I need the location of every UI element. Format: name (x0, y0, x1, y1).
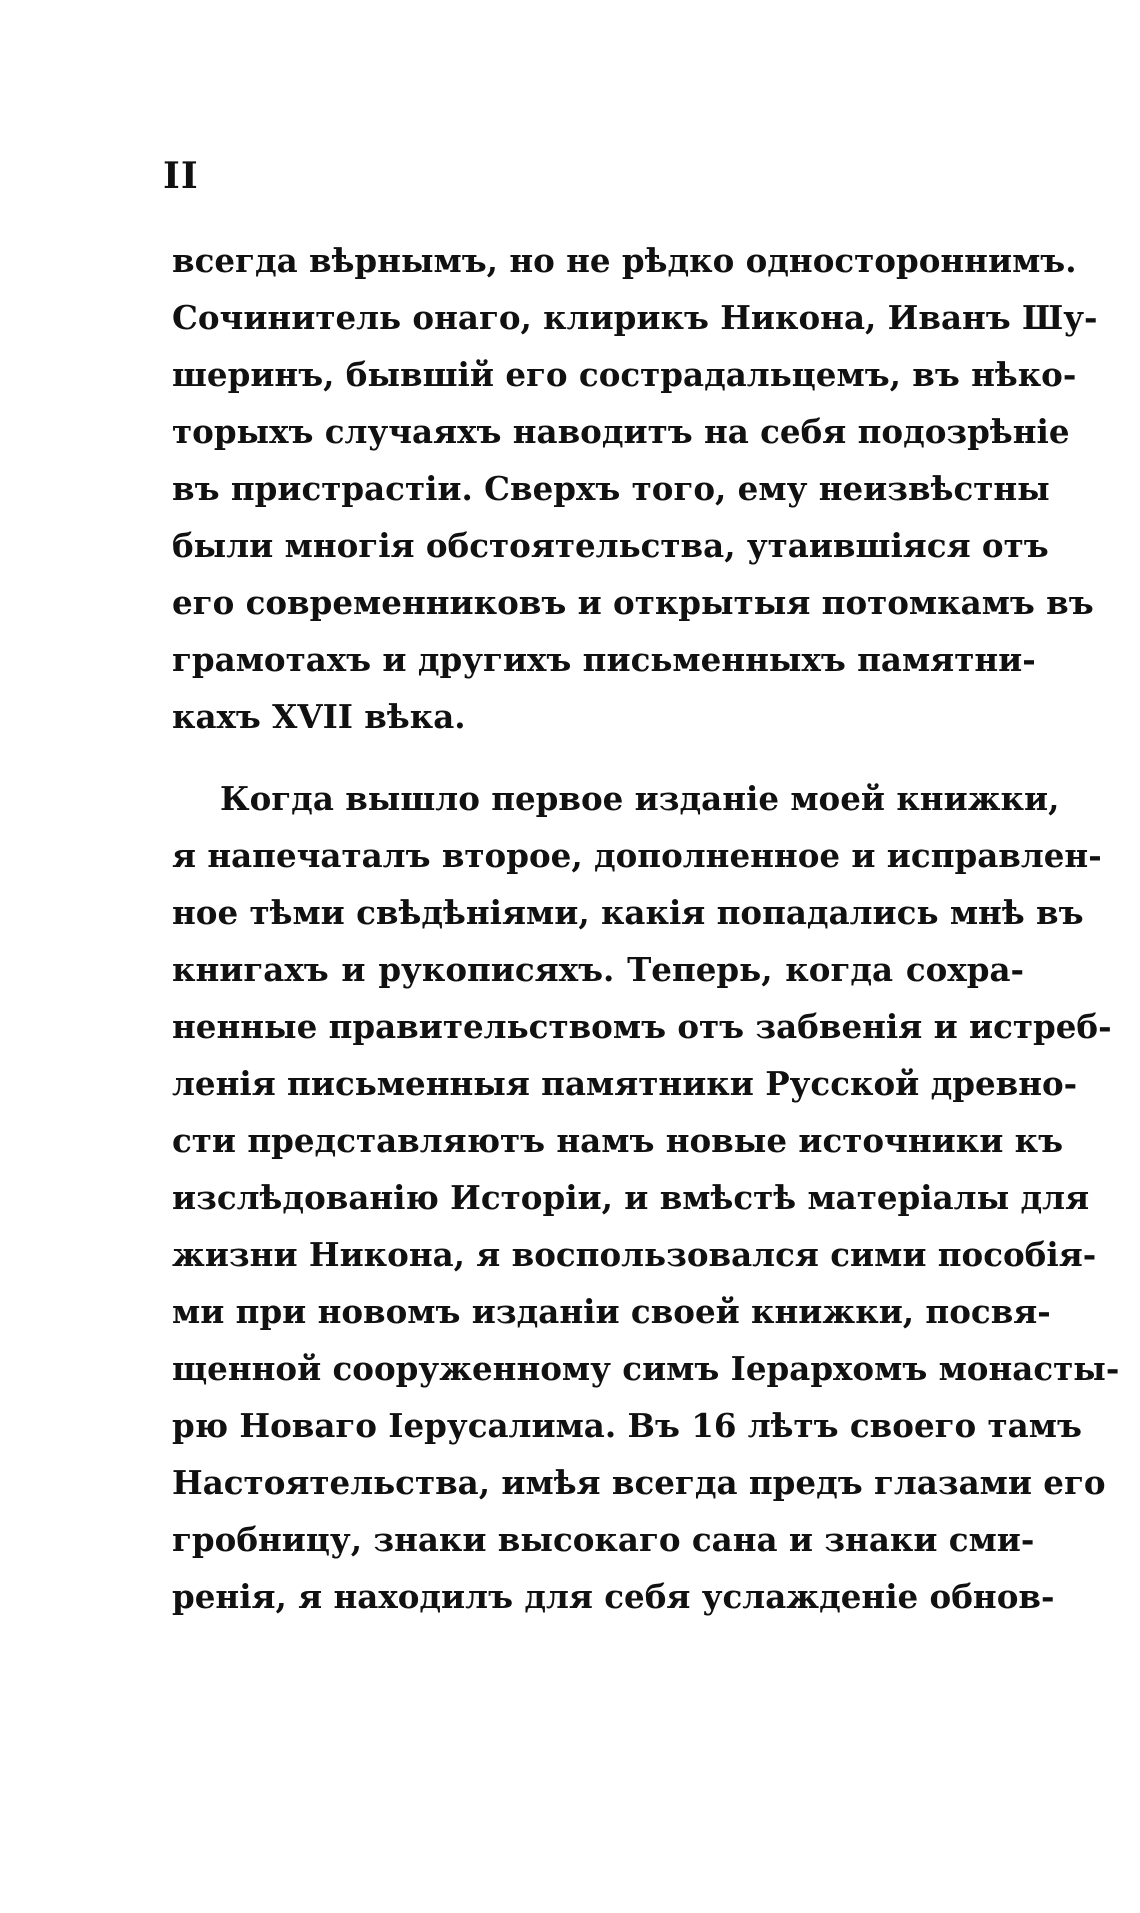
text-line: его современниковъ и открытыя потомкамъ въ (172, 583, 1094, 622)
text-line: ми при новомъ изданіи своей книжки, посвя- (172, 1292, 1051, 1331)
text-line: рю Новаго Іерусалима. Въ 16 лѣтъ своего тамъ (172, 1406, 1082, 1445)
text-line: я напечаталъ второе, дополненное и исправлен- (172, 836, 1102, 875)
text-line: ренія, я находилъ для себя услажденіе обнов- (172, 1577, 1055, 1616)
text-line: были многія обстоятельства, утаившіяся отъ (172, 526, 1049, 565)
text-line: ненные правительствомъ отъ забвенія и истреб- (172, 1007, 1112, 1046)
page-number: II (163, 155, 199, 197)
text-line: Настоятельства, имѣя всегда предъ глазами его (172, 1463, 1106, 1502)
text-line: книгахъ и рукописяхъ. Теперь, когда сохра- (172, 950, 1024, 989)
text-line: гробницу, знаки высокаго сана и знаки сми- (172, 1520, 1035, 1559)
text-line: ленія письменныя памятники Русской древно- (172, 1064, 1078, 1103)
text-line: сти представляютъ намъ новые источники къ (172, 1121, 1064, 1160)
text-line: Сочинитель онаго, клирикъ Никона, Иванъ Шу- (172, 298, 1098, 337)
text-line: изслѣдованію Исторіи, и вмѣстѣ матеріалы для (172, 1178, 1090, 1217)
text-line: Когда вышло первое изданіе моей книжки, (220, 779, 1060, 818)
text-line: кахъ XVII вѣка. (172, 697, 466, 736)
text-line: въ пристрастіи. Сверхъ того, ему неизвѣстны (172, 469, 1050, 508)
text-line: жизни Никона, я воспользовался сими пособія- (172, 1235, 1097, 1274)
text-line: щенной сооруженному симъ Іерархомъ монасты- (172, 1349, 1120, 1388)
paragraph-1 (172, 232, 1098, 745)
paragraph-2 (172, 770, 1120, 1625)
text-line: грамотахъ и другихъ письменныхъ памятни- (172, 640, 1036, 679)
text-line: ное тѣми свѣдѣніями, какія попадались мнѣ въ (172, 893, 1084, 932)
text-line: всегда вѣрнымъ, но не рѣдко одностороннимъ. (172, 241, 1077, 280)
text-line: торыхъ случаяхъ наводитъ на себя подозрѣніе (172, 412, 1070, 451)
text-line: шеринъ, бывшій его сострадальцемъ, въ нѣко- (172, 355, 1077, 394)
